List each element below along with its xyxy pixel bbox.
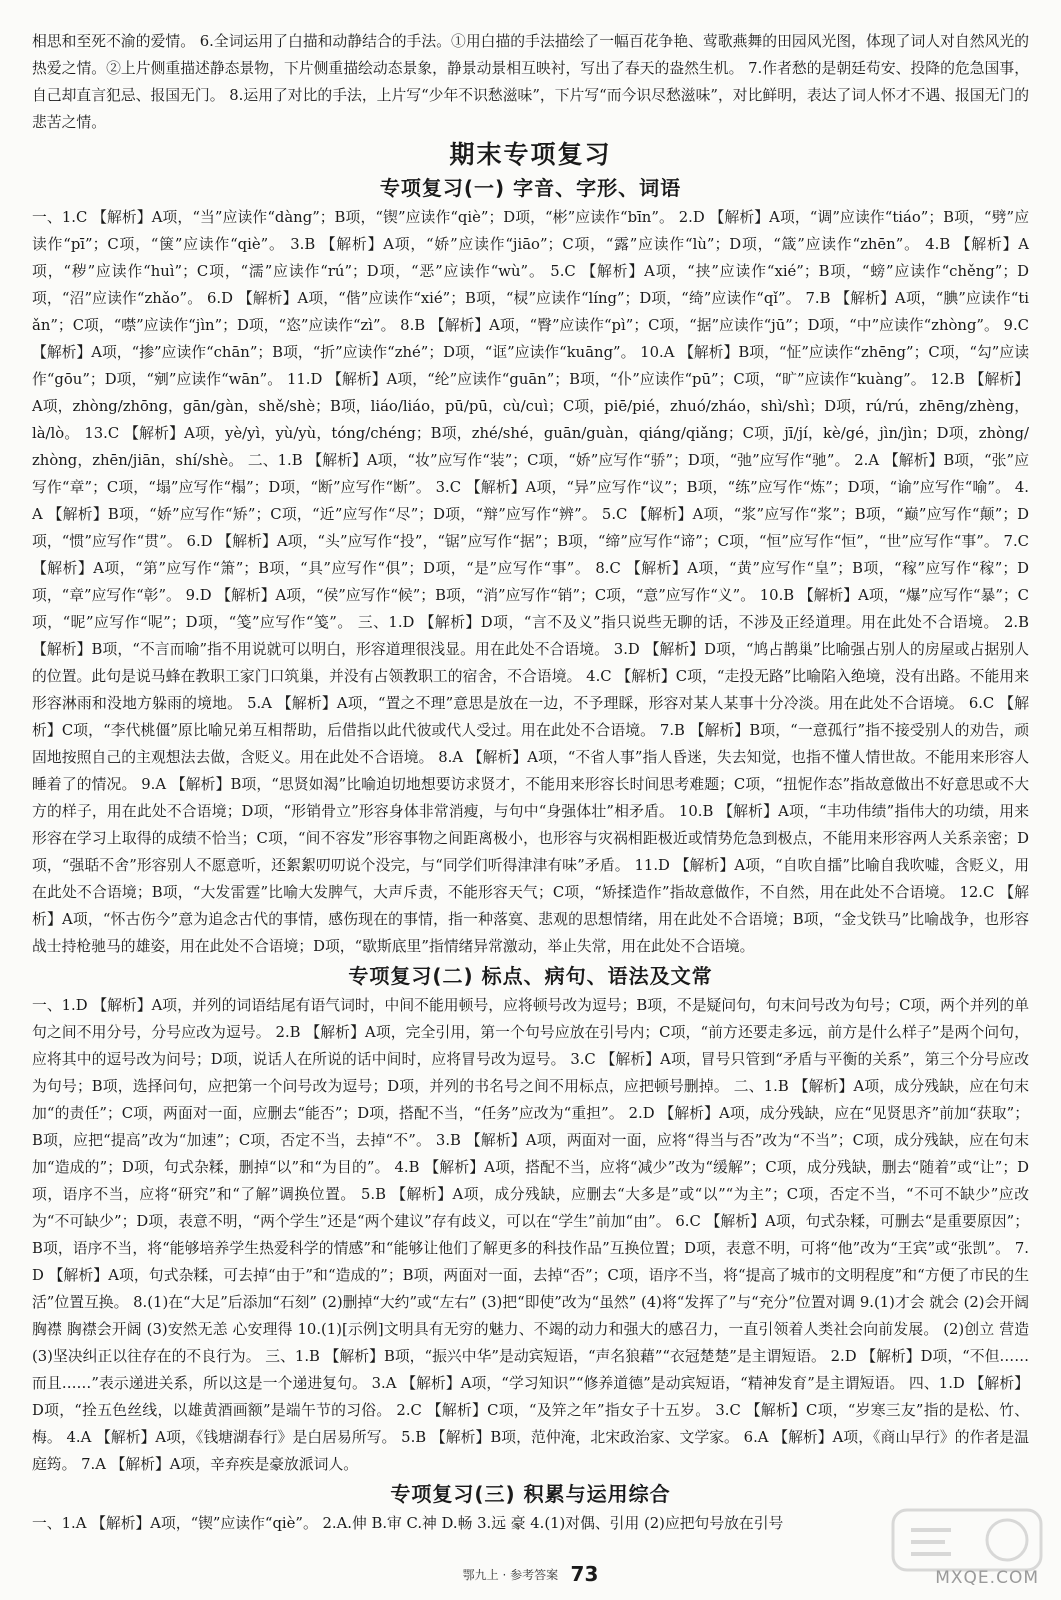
- section-1-title: 专项复习(一) 字音、字形、词语: [379, 176, 682, 200]
- intro-paragraph: 相思和至死不渝的爱情。 6.全词运用了白描和动静结合的手法。①用白描的手法描绘了一幅百花争艳、莺歌燕舞的田园风光图，体现了词人对自然风光的热爱之情。②上片侧重描述静态景物，下片侧重描绘动态景象，静景动景相互映衬，写出了春天的盎然生机。 7.作者愁的是朝廷苟安、投降的危急国事，自己却直言犯忌、报国无门。 8.运用了对比的手法，上片写“少年不识愁滋味”，下片写“而今识尽愁滋味”，对比鲜明，表达了词人怀才不遇、报国无门的悲苦之情。: [32, 33, 1029, 131]
- section-1-text: 一、1.C 【解析】A项，“当”应读作“dàng”；B项，“锲”应读作“qiè”；D项，“彬”应读作“bīn”。 2.D 【解析】A项，“调”应读作“tiáo”；B项，“劈”应读作“pī”；C项，“箧”应读作“qiè”。 3.B 【解析】A项，“娇”应读作“jiāo”；C项，“露”应读作“lù”；D项，“箴”应读作“zhēn”。 4.B 【解析】A项，“秽”应读作“huì”；C项，“濡”应读作“rú”；D项，“恶”应读作“wù”。 5.C 【解析】A项，“挟”应读作“xié”；B项，“螃”应读作“chěng”；D项，“沼”应读作“zhǎo”。 6.D 【解析】A项，“偕”应读作“xié”；B项，“棂”应读作“líng”；D项，“绮”应读作“qǐ”。 7.B 【解析】A项，“腆”应读作“tiǎn”；C项，“噤”应读作“jìn”；D项，“恣”应读作“zì”。 8.B 【解析】A项，“臀”应读作“pì”；C项，“据”应读作“jū”；D项，“中”应读作“zhòng”。 9.C 【解析】A项，“掺”应读作“chān”；B项，“折”应读作“zhé”；D项，“诓”应读作“kuāng”。 10.A 【解析】B项，“怔”应读作“zhēng”；C项，“勾”应读作“gōu”；D项，“剜”应读作“wān”。 11.D 【解析】A项，“纶”应读作“guān”；B项，“仆”应读作“pū”；C项，“旷”应读作“kuàng”。 12.B 【解析】A项，zhòng/zhōng，gān/gàn，shě/shè；B项，liáo/liáo，pū/pū，cù/cuì；C项，piē/pié，zhuó/zháo，shì/shì；D项，rú/rú，zhēng/zhèng，là/lò。 13.C 【解析】A项，yè/yì，yù/yù，tóng/chéng；B项，zhé/shé，guān/guàn，qiáng/qiǎng；C项，jī/jí，kè/gé，jìn/jìn；D项，zhòng/zhòng，zhēn/jiān，shí/shè。 二、1.B 【解析】A项，“妆”应写作“装”；C项，“娇”应写作“骄”；D项，“弛”应写作“驰”。 2.A 【解析】B项，“张”应写作“章”；C项，“塌”应写作“榻”；D项，“断”应写作“断”。 3.C 【解析】A项，“异”应写作“议”；B项，“练”应写作“炼”；D项，“谕”应写作“喻”。 4.A 【解析】B项，“娇”应写作“矫”；C项，“近”应写作“尽”；D项，“辩”应写作“辨”。 5.C 【解析】A项，“浆”应写作“浆”；B项，“巅”应写作“颠”；D项，“惯”应写作“贯”。 6.D 【解析】A项，“头”应写作“投”，“锯”应写作“据”；B项，“缔”应写作“谛”；C项，“恒”应写作“恒”，“世”应写作“事”。 7.C 【解析】A项，“第”应写作“箫”；B项，“具”应写作“俱”；D项，“是”应写作“事”。 8.C 【解析】A项，“黄”应写作“皇”；B项，“稼”应写作“稼”；D项，“章”应写作“彰”。 9.D 【解析】A项，“侯”应写作“候”；B项，“消”应写作“销”；C项，“意”应写作“义”。 10.B 【解析】A项，“爆”应写作“暴”；C项，“昵”应写作“呢”；D项，“笺”应写作“笺”。 三、1.D 【解析】D项，“言不及义”指只说些无聊的话，不涉及正经道理。用在此处不合语境。 2.B 【解析】B项，“不言而喻”指不用说就可以明白，形容道理很浅显。用在此处不合语境。 3.D 【解析】D项，“鸠占鹊巢”比喻强占别人的房屋或占据别人的位置。此句是说马蜂在教职工家门口筑巢，并没有占领教职工的宿舍，不合语境。 4.C 【解析】C项，“走投无路”比喻陷入绝境，没有出路。不能用来形容淋雨和没地方躲雨的境地。 5.A 【解析】A项，“置之不理”意思是放在一边，不予理睬，形容对某人某事十分冷淡。用在此处不合语境。 6.C 【解析】C项，“李代桃僵”原比喻兄弟互相帮助，后借指以此代彼或代人受过。用在此处不合语境。 7.B 【解析】B项，“一意孤行”指不接受别人的劝告，顽固地按照自己的主观想法去做，含贬义。用在此处不合语境。 8.A 【解析】A项，“不省人事”指人昏迷，失去知觉，也指不懂人情世故。不能用来形容人睡着了的情况。 9.A 【解析】B项，“思贤如渴”比喻迫切地想要访求贤才，不能用来形容长时间思考难题；C项，“扭怩作态”指故意做出不好意思或不大方的样子，用在此处不合语境；D项，“形销骨立”形容身体非常消瘦，与句中“身强体壮”相矛盾。 10.B 【解析】A项，“丰功伟绩”指伟大的功绩，用来形容在学习上取得的成绩不恰当；C项，“间不容发”形容事物之间距离极小，也形容与灾祸相距极近或情势危急到极点，不能用来形容两人关系亲密；D项，“强聒不舍”形容别人不愿意听，还絮絮叨叨说个没完，与“同学们听得津津有味”矛盾。 11.D 【解析】A项，“自吹自擂”比喻自我吹嘘，含贬义，用在此处不合语境；B项，“大发雷霆”比喻大发脾气，大声斥责，不能形容天气；C项，“矫揉造作”指故意做作，不自然，用在此处不合语境。 12.C 【解析】A项，“怀古伤今”意为追念古代的事情，感伤现在的事情，指一种落寞、悲观的思想情绪，用在此处不合语境；B项，“金戈铁马”比喻战争，也形容战士持枪驰马的雄姿，用在此处不合语境；D项，“歇斯底里”指情绪异常激动，举止失常，用在此处不合语境。: [32, 209, 1029, 955]
- section-2-title: 专项复习(二) 标点、病句、语法及文常: [348, 964, 713, 988]
- page-number: 73: [570, 1562, 599, 1586]
- watermark-text: MXQE.COM: [935, 1568, 1039, 1588]
- section-3-title: 专项复习(三) 积累与运用综合: [390, 1482, 671, 1506]
- section-2-text: 一、1.D 【解析】A项，并列的词语结尾有语气词时，中间不能用顿号，应将顿号改为逗号；B项，不是疑问句，句末问号改为句号；C项，两个并列的单句之间不用分号，分号应改为逗号。 2.B 【解析】A项，完全引用，第一个句号应放在引号内；C项，“前方还要走多远，前方是什么样子”是两个问句，应将其中的逗号改为问号；D项，说话人在所说的话中间时，应将冒号改为逗号。 3.C 【解析】A项，冒号只管到“矛盾与平衡的关系”，第三个分号应改为句号；B项，选择问句，应把第一个问号改为逗号；D项，并列的书名号之间不用标点，应把顿号删掉。 二、1.B 【解析】A项，成分残缺，应在句末加“的责任”；C项，两面对一面，应删去“能否”；D项，搭配不当，“任务”应改为“重担”。 2.D 【解析】A项，成分残缺，应在“见贤思齐”前加“获取”；B项，应把“提高”改为“加速”；C项，否定不当，去掉“不”。 3.B 【解析】A项，两面对一面，应将“得当与否”改为“不当”；C项，成分残缺，应在句末加“造成的”；D项，句式杂糅，删掉“以”和“为目的”。 4.B 【解析】A项，搭配不当，应将“减少”改为“缓解”；C项，成分残缺，删去“随着”或“让”；D项，语序不当，应将“研究”和“了解”调换位置。 5.B 【解析】A项，成分残缺，应删去“大多是”或“以”“为主”；C项，否定不当，“不可不缺少”应改为“不可缺少”；D项，表意不明，“两个学生”还是“两个建议”存有歧义，可以在“学生”前加“由”。 6.C 【解析】A项，句式杂糅，可删去“是重要原因”；B项，语序不当，将“能够培养学生热爱科学的情感”和“能够让他们了解更多的科技作品”互换位置；D项，表意不明，可将“他”改为“王宾”或“张凯”。 7.D 【解析】A项，句式杂糅，可去掉“由于”和“造成的”；B项，两面对一面，去掉“否”；C项，语序不当，将“提高了城市的文明程度”和“方便了市民的生活”位置互换。 8.(1)在“大足”后添加“石刻” (2)删掉“大约”或“左右” (3)把“即使”改为“虽然” (4)将“发挥了”与“充分”位置对调 9.(1)才会 就会 (2)会开阔胸襟 胸襟会开阔 (3)安然无恙 心安理得 10.(1)[示例]文明具有无穷的魅力、不竭的动力和强大的感召力，一直引领着人类社会向前发展。 (2)创立 营造 (3)坚决纠正以往存在的不良行为。 三、1.B 【解析】B项，“振兴中华”是动宾短语，“声名狼藉”“衣冠楚楚”是主谓短语。 2.D 【解析】D项，“不但……而且……”表示递进关系，所以这是一个递进复句。 3.A 【解析】A项，“学习知识”“修养道德”是动宾短语，“精神发育”是主谓短语。 四、1.D 【解析】D项，“拴五色丝线，以雄黄酒画额”是端午节的习俗。 2.C 【解析】C项，“及笄之年”指女子十五岁。 3.C 【解析】C项，“岁寒三友”指的是松、竹、梅。 4.A 【解析】A项，《钱塘湖春行》是白居易所写。 5.B 【解析】B项，范仲淹，北宋政治家、文学家。 6.A 【解析】A项，《商山早行》的作者是温庭筠。 7.A 【解析】A项，辛弃疾是豪放派词人。: [32, 997, 1029, 1473]
- page-title: 期末专项复习: [449, 140, 612, 169]
- section-3-text: 一、1.A 【解析】A项，“锲”应读作“qiè”。 2.A.伸 B.审 C.神 D.畅 3.远 豪 4.(1)对偶、引用 (2)应把句号放在引号: [32, 1515, 784, 1532]
- answer-page: [32, 28, 1029, 1537]
- footer-label: 鄂九上 · 参考答案: [462, 1568, 559, 1582]
